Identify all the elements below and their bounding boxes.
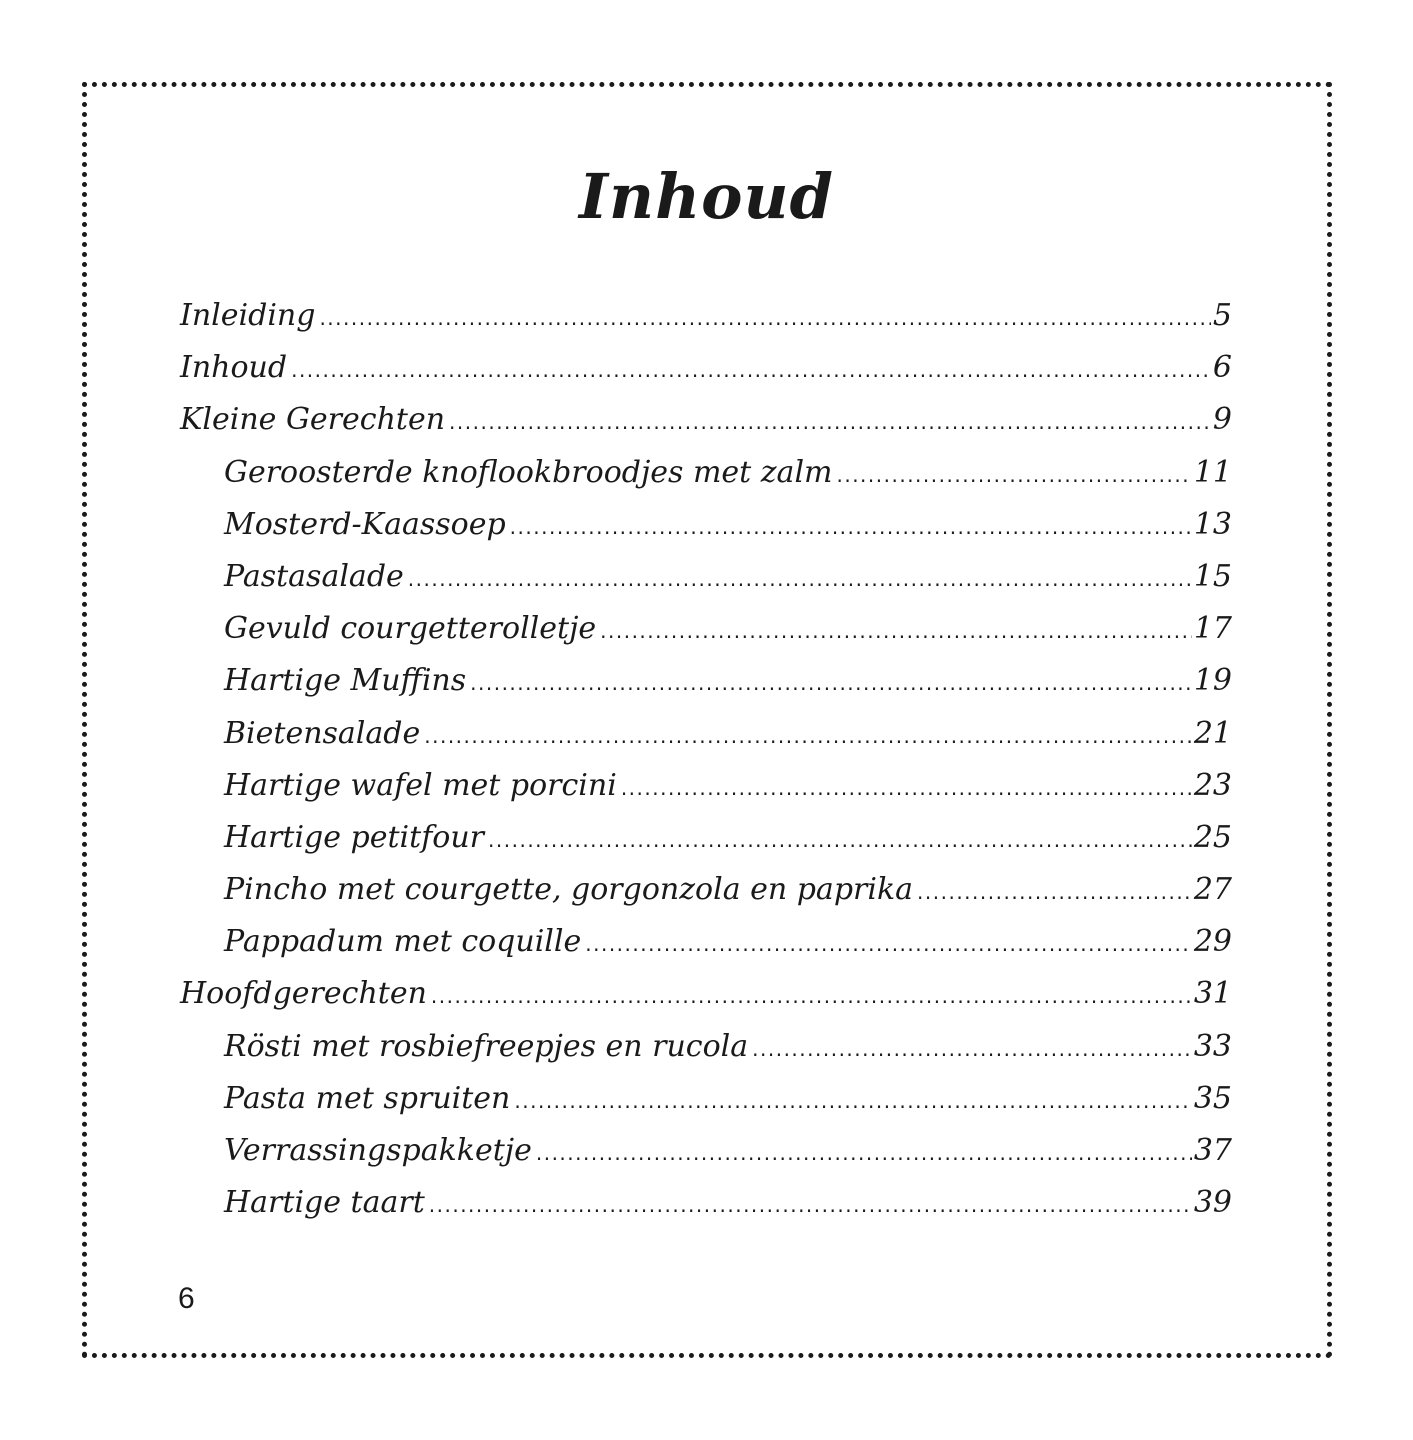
toc-entry-label: Hartige Muffins: [224, 663, 467, 699]
toc-entry-label: Pasta met spruiten: [224, 1080, 511, 1116]
toc-entry[interactable]: [180, 924, 1232, 976]
toc-dot-leader: [585, 932, 1192, 956]
toc-entry-page: 6: [1212, 350, 1232, 386]
toc-entry-label: Hartige taart: [224, 1185, 425, 1221]
toc-entry[interactable]: [180, 1185, 1232, 1237]
toc-entry-page: 31: [1193, 976, 1232, 1012]
toc-entry-page: 35: [1193, 1080, 1232, 1116]
toc-dot-leader: [621, 776, 1192, 800]
toc-entry[interactable]: [180, 402, 1232, 454]
toc-entry[interactable]: [180, 350, 1232, 402]
toc-entry[interactable]: [180, 976, 1232, 1028]
toc-dot-leader: [836, 463, 1191, 487]
toc-dot-leader: [431, 984, 1192, 1008]
toc-entry[interactable]: [180, 1029, 1232, 1081]
toc-entry[interactable]: [180, 611, 1232, 663]
toc-entry[interactable]: [180, 1081, 1232, 1133]
toc-entry-page: 29: [1193, 924, 1232, 960]
toc-entry-page: 19: [1193, 663, 1232, 699]
toc-dot-leader: [291, 358, 1211, 382]
toc-entry[interactable]: [180, 820, 1232, 872]
toc-dot-leader: [510, 515, 1192, 539]
toc-entry-label: Pastasalade: [224, 558, 404, 594]
toc-entry-label: Bietensalade: [224, 715, 421, 751]
toc-entry-page: 37: [1193, 1133, 1232, 1168]
toc-dot-leader: [488, 828, 1192, 852]
toc-dot-leader: [424, 724, 1192, 748]
toc-entry-label: Verrassingspakketje: [224, 1133, 532, 1168]
toc-entry-label: Mosterd-Kaassoep: [224, 506, 506, 542]
toc-entry-label: Hartige petitfour: [224, 819, 485, 855]
toc-entry-page: 27: [1193, 872, 1232, 908]
toc-entry-label: Inhoud: [180, 350, 288, 386]
toc-dot-leader: [470, 671, 1192, 695]
toc-entry-page: 9: [1212, 402, 1232, 438]
toc-entry-page: 13: [1193, 506, 1232, 542]
page-number: 6: [178, 1282, 195, 1315]
toc-entry-page: 21: [1193, 715, 1232, 751]
toc-dot-leader: [917, 880, 1192, 904]
toc-entry[interactable]: [180, 716, 1232, 768]
toc-entry-label: Inleiding: [180, 298, 316, 333]
toc-dot-leader: [752, 1037, 1192, 1061]
toc-entry-label: Pappadum met coquille: [224, 924, 582, 960]
toc-entry-label: Gevuld courgetterolletje: [224, 611, 597, 647]
table-of-contents: [180, 298, 1232, 1237]
toc-entry[interactable]: [180, 455, 1232, 507]
toc-dot-leader: [319, 306, 1210, 330]
toc-entry-page: 25: [1193, 819, 1232, 855]
toc-entry[interactable]: [180, 507, 1232, 559]
toc-entry[interactable]: [180, 1133, 1232, 1185]
toc-entry-page: 23: [1193, 767, 1232, 803]
toc-entry-label: Kleine Gerechten: [180, 402, 446, 438]
toc-entry-label: Hoofdgerechten: [180, 976, 427, 1012]
toc-dot-leader: [429, 1193, 1192, 1217]
toc-entry[interactable]: [180, 298, 1232, 350]
toc-entry-label: Geroosterde knoflookbroodjes met zalm: [224, 454, 833, 490]
toc-entry-page: 39: [1193, 1185, 1232, 1221]
toc-entry-label: Hartige wafel met porcini: [224, 767, 617, 803]
toc-entry-page: 15: [1193, 558, 1232, 594]
toc-entry-label: Pincho met courgette, gorgonzola en paprika: [224, 872, 914, 908]
toc-dot-leader: [536, 1141, 1192, 1165]
toc-entry-page: 11: [1193, 454, 1232, 490]
toc-entry[interactable]: [180, 768, 1232, 820]
toc-dot-leader: [408, 567, 1192, 591]
toc-entry-page: 33: [1193, 1028, 1232, 1064]
toc-dot-leader: [600, 619, 1192, 643]
toc-dot-leader: [514, 1089, 1191, 1113]
toc-entry-page: 17: [1193, 611, 1232, 647]
page-title: Inhoud: [579, 160, 834, 233]
toc-entry-label: Rösti met rosbiefreepjes en rucola: [224, 1028, 749, 1064]
toc-entry[interactable]: [180, 559, 1232, 611]
toc-entry[interactable]: [180, 872, 1232, 924]
toc-dot-leader: [449, 410, 1211, 434]
toc-entry-page: 5: [1212, 298, 1232, 333]
toc-entry[interactable]: [180, 663, 1232, 715]
